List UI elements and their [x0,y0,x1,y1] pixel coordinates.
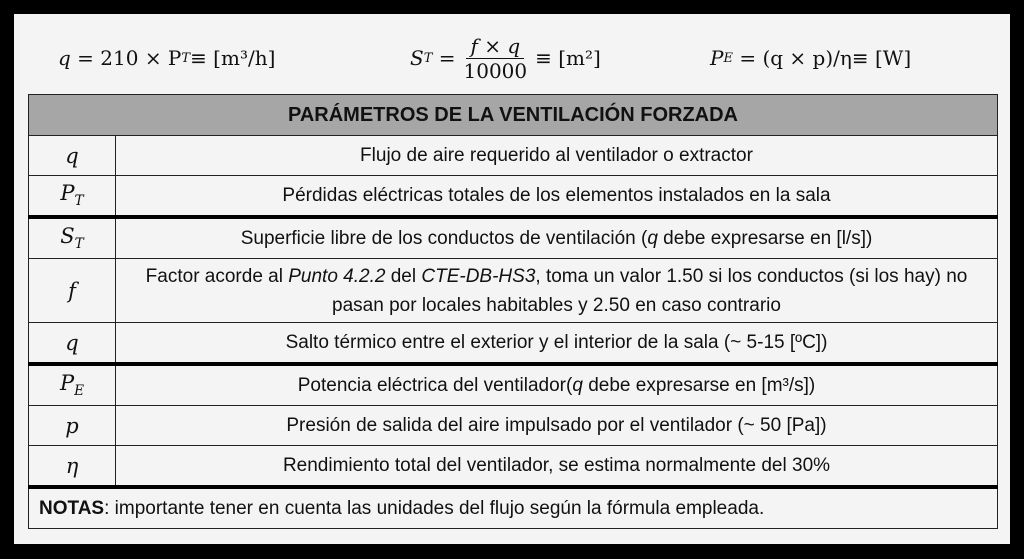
description-segment: del [385,265,422,287]
parameter-symbol [29,217,116,259]
parameter-symbol [29,406,116,446]
table-row [29,446,998,488]
description-segment: Factor acorde al [145,265,289,287]
table-row [29,136,998,176]
description-segment: Pérdidas eléctricas totales de los elementos instalados en la sala [282,185,831,206]
notes-text: : importante tener en cuenta las unidades del flujo según la fórmula empleada. [104,497,765,519]
parameter-description [116,446,998,488]
table-row [29,364,998,406]
formula-rhs: = 210 × P [77,46,182,70]
symbol-text: P [60,181,75,206]
formulas [14,28,1010,88]
description-segment: q [572,375,583,396]
fraction [460,34,532,83]
formula-sub: E [723,50,733,66]
formula-lhs: q [58,46,71,70]
parameter-symbol [29,176,116,218]
symbol-text: q [65,330,79,355]
description-segment: CTE-DB-HS3 [421,265,536,287]
symbol-text: q [65,143,79,168]
description-segment: Superficie libre de los conductos de ventilación ( [240,228,648,249]
symbol-text: p [65,413,79,438]
parameter-symbol [29,136,116,176]
description-segment: debe expresarse en [l/s]) [657,228,873,249]
symbol-subscript: T [74,193,84,210]
parameter-description [116,176,998,218]
notes-label: NOTAS [39,497,105,519]
symbol-text: f [68,278,76,303]
description-segment: Potencia eléctrica del ventilador( [297,375,573,396]
formula-units: ≡ [m²] [535,46,601,70]
formula-lhs: P [710,46,724,70]
parameters-table [28,94,998,529]
symbol-text: S [60,224,75,249]
parameter-description [116,406,998,446]
parameter-description [116,323,998,365]
parameter-symbol [29,446,116,488]
formula-sub: T [423,50,433,66]
formula-sub: T [181,50,191,66]
description-segment: Salto térmico entre el exterior y el interior de la sala (~ 5-15 [ºC]) [285,332,828,353]
document-panel [14,14,1010,544]
notes [29,487,998,529]
formula-units: ≡ [m³/h] [190,46,276,70]
parameter-symbol [29,323,116,365]
table-row [29,217,998,259]
formula-rhs: = (q × p)/η [739,46,852,70]
formula-flow [58,28,275,88]
table-row [29,259,998,323]
fraction-numerator: f × q [466,34,524,59]
symbol-text: P [59,371,75,396]
description-segment: debe expresarse en [m³/s]) [582,375,816,396]
symbol-subscript: T [74,236,84,253]
fraction-denominator: 10000 [463,58,528,83]
parameter-description [116,136,998,176]
symbol-subscript: E [74,383,85,400]
table-title: PARÁMETROS DE LA VENTILACIÓN FORZADA [29,95,998,136]
formula-lhs: S [410,46,424,70]
table-row [29,176,998,218]
formula-surface: S T = $\frac{f \times q}{10000}$ ≡ [m²] [410,33,601,83]
symbol-text: η [65,453,79,478]
description-segment: Flujo de aire requerido al ventilador o extractor [360,145,753,166]
description-segment: Presión de salida del aire impulsado por el ventilador (~ 50 [Pa]) [286,415,827,436]
description-segment: q [647,228,658,249]
parameter-symbol [29,259,116,323]
parameter-description [116,217,998,259]
table-row [29,323,998,365]
description-segment: Rendimiento total del ventilador, se estima normalmente del 30% [282,455,831,476]
parameter-description [116,259,998,323]
formula-units: ≡ [W] [851,46,912,70]
description-segment: , toma un valor 1.50 si los conductos (si los hay) no pasan por locales habitables y 2.50 en caso contrario [332,265,968,316]
description-segment: Punto 4.2.2 [288,265,386,287]
parameter-symbol [29,364,116,406]
parameter-description [116,364,998,406]
formula-power [710,28,911,88]
table-row [29,406,998,446]
